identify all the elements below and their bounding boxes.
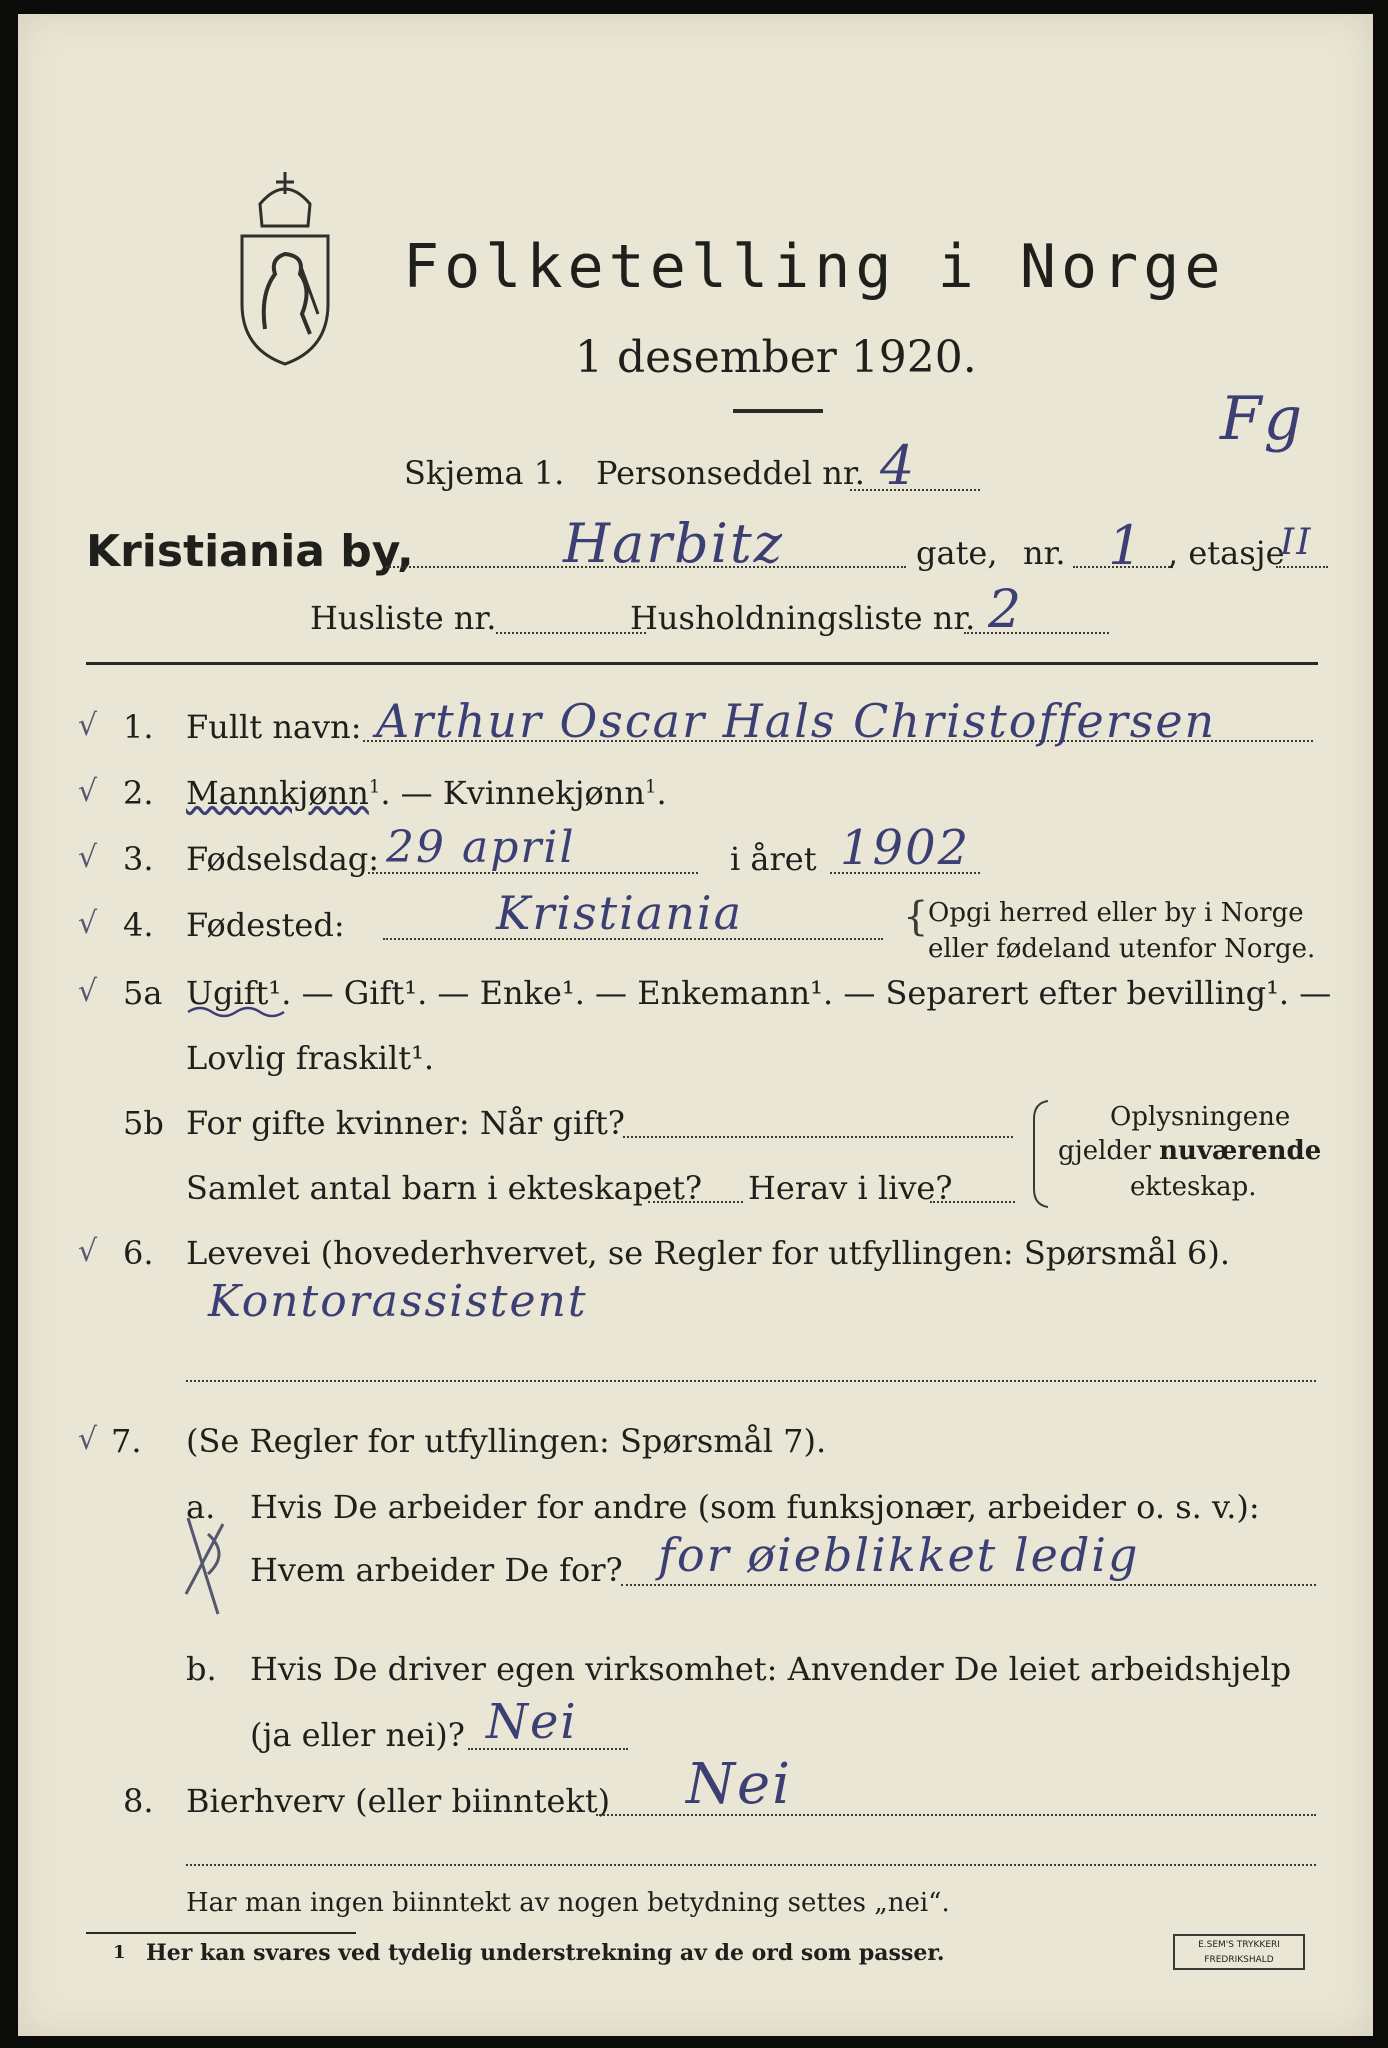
- side-income-line-2[interactable]: [186, 1864, 1316, 1866]
- footnote-text: Her kan svares ved tydelig understrekning av de ord som passer.: [146, 1940, 945, 1966]
- q7b-letter: b.: [186, 1650, 217, 1688]
- q4-tick: √: [78, 906, 98, 941]
- nr-label: nr.: [1023, 534, 1066, 572]
- q7-number: 7.: [111, 1422, 142, 1460]
- q8-label: Bierhverv (eller biinntekt): [186, 1782, 611, 1820]
- etasje-line: [1276, 566, 1328, 568]
- q7a-cross-mark: [178, 1514, 238, 1624]
- footnote-mark: 1: [113, 1942, 126, 1963]
- corner-mark: Fg: [1220, 384, 1305, 454]
- q5b-label-2: Samlet antal barn i ekteskapet?: [186, 1169, 703, 1207]
- husholdning-value[interactable]: 2: [988, 580, 1024, 640]
- city-label: Kristiania by,: [86, 526, 414, 577]
- q5b-label-1: For gifte kvinner: Når gift?: [186, 1104, 625, 1142]
- q5b-label-3: Herav i live?: [748, 1169, 953, 1207]
- street-value[interactable]: Harbitz: [563, 512, 785, 575]
- male-option[interactable]: Mannkjønn: [186, 774, 369, 812]
- footer-note: Har man ingen biinntekt av nogen betydning settes „nei“.: [186, 1888, 950, 1918]
- q1-label: Fullt navn:: [186, 708, 362, 746]
- form-title: Folketelling i Norge: [403, 232, 1226, 302]
- q1-number: 1.: [123, 708, 154, 746]
- marital-status-options[interactable]: Ugift¹. — Gift¹. — Enke¹. — Enkemann¹. — Separert efter bevilling¹. —: [186, 974, 1332, 1012]
- sex-options: Mannkjønn$^1$. — Kvinnekjønn$^1$.: [186, 774, 667, 812]
- husliste-label: Husliste nr.: [310, 599, 497, 637]
- q7a-letter: a.: [186, 1488, 216, 1526]
- q4-brace: {: [903, 894, 929, 940]
- children-alive-line[interactable]: [930, 1201, 1015, 1203]
- husliste-line: [496, 632, 646, 634]
- q6-label: Levevei (hovederhvervet, se Regler for utfyllingen: Spørsmål 6).: [186, 1234, 1231, 1272]
- side-income-value[interactable]: Nei: [686, 1752, 793, 1817]
- title-divider: [733, 409, 823, 413]
- gate-label: gate,: [916, 534, 998, 572]
- q4-label: Fødested:: [186, 906, 345, 944]
- year-label: i året: [730, 840, 817, 878]
- footnote-divider: [86, 1932, 356, 1934]
- q5b-side-3: ekteskap.: [1130, 1172, 1257, 1202]
- birthday-value[interactable]: 29 april: [386, 822, 576, 873]
- q7a-line-2: Hvem arbeider De for?: [250, 1551, 623, 1589]
- q3-number: 3.: [123, 840, 154, 878]
- birthplace-value[interactable]: Kristiania: [496, 886, 744, 940]
- q4-number: 4.: [123, 906, 154, 944]
- coat-of-arms-icon: [230, 164, 340, 374]
- q6-tick: √: [78, 1234, 98, 1269]
- personseddel-label: Personseddel nr.: [596, 454, 865, 492]
- skjema-label: Skjema 1.: [404, 454, 565, 492]
- hired-help-value[interactable]: Nei: [486, 1694, 578, 1750]
- q4-note-2: eller fødeland utenfor Norge.: [928, 934, 1316, 964]
- q5b-number: 5b: [123, 1104, 164, 1142]
- female-option[interactable]: Kvinnekjønn: [442, 774, 645, 812]
- husholdning-line: [964, 632, 1109, 634]
- ugift-underline: [186, 1004, 296, 1018]
- printer-stamp: E.SEM'S TRYKKERI FREDRIKSHALD: [1173, 1934, 1305, 1970]
- birth-year-value[interactable]: 1902: [840, 820, 971, 876]
- q2-tick: √: [78, 774, 98, 809]
- personseddel-value[interactable]: 4: [880, 434, 917, 497]
- q3-tick: √: [78, 840, 98, 875]
- q7b-line-2: (ja eller nei)?: [250, 1716, 465, 1754]
- married-when-line[interactable]: [623, 1136, 1013, 1138]
- q7b-line-1: Hvis De driver egen virksomhet: Anvender De leiet arbeidshjelp: [250, 1650, 1292, 1688]
- q5b-bracket: [1028, 1099, 1052, 1209]
- nr-value[interactable]: 1: [1108, 514, 1145, 577]
- q2-number: 2.: [123, 774, 154, 812]
- occupation-line-2[interactable]: [186, 1380, 1316, 1382]
- occupation-value[interactable]: Kontorassistent: [208, 1276, 588, 1327]
- q1-tick: √: [78, 708, 98, 743]
- q6-number: 6.: [123, 1234, 154, 1272]
- employer-line: [621, 1584, 1316, 1586]
- etasje-value[interactable]: II: [1280, 522, 1313, 563]
- q7a-line-1: Hvis De arbeider for andre (som funksjonær, arbeider o. s. v.):: [250, 1488, 1260, 1526]
- header-divider: [86, 662, 1318, 665]
- q5b-side-1: Oplysningene: [1110, 1102, 1291, 1132]
- marital-status-options-2[interactable]: Lovlig fraskilt¹.: [186, 1039, 435, 1077]
- full-name-value[interactable]: Arthur Oscar Hals Christoffersen: [376, 694, 1217, 748]
- census-form: [18, 14, 1373, 2036]
- form-date: 1 desember 1920.: [575, 332, 977, 383]
- q8-number: 8.: [123, 1782, 154, 1820]
- children-total-line[interactable]: [648, 1201, 743, 1203]
- q4-note-1: Opgi herred eller by i Norge: [928, 898, 1304, 928]
- husholdning-label: Husholdningsliste nr.: [630, 599, 976, 637]
- q5a-number: 5a: [123, 974, 163, 1012]
- q7-tick: √: [78, 1422, 98, 1457]
- employer-value[interactable]: for øieblikket ledig: [658, 1528, 1140, 1582]
- q5b-side-2: gjelder nuværende: [1058, 1136, 1322, 1166]
- q5a-tick: √: [78, 974, 98, 1009]
- etasje-label: , etasje: [1168, 534, 1285, 572]
- q7-label: (Se Regler for utfyllingen: Spørsmål 7).: [186, 1422, 827, 1460]
- q3-label: Fødselsdag:: [186, 840, 380, 878]
